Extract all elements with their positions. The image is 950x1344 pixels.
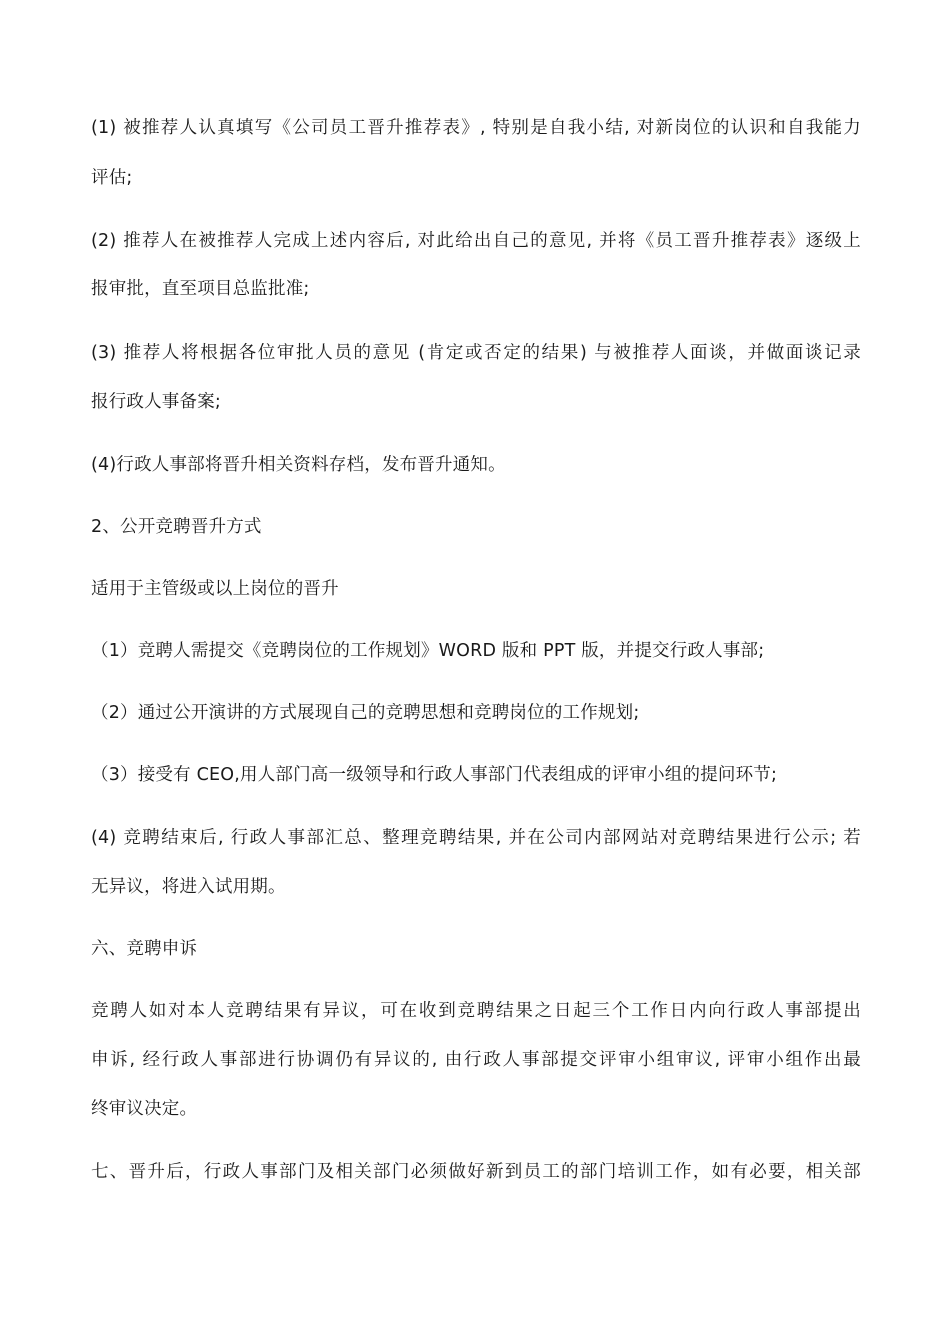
- paragraph-2-line-1: (2) 推荐人在被推荐人完成上述内容后, 对此给出自己的意见, 并将《员工晋升推荐表》逐级上: [91, 231, 861, 251]
- competition-step-3: （3）接受有 CEO,用人部门高一级领导和行政人事部门代表组成的评审小组的提问环节;: [91, 765, 778, 785]
- paragraph-1-line-2: 评估;: [91, 168, 133, 188]
- paragraph-3-line-2: 报行政人事备案;: [91, 392, 221, 412]
- section-heading-appeal: 六、竞聘申诉: [91, 939, 198, 959]
- applicable-scope-text: 适用于主管级或以上岗位的晋升: [91, 579, 339, 599]
- paragraph-3-line-1: (3) 推荐人将根据各位审批人员的意见 (肯定或否定的结果) 与被推荐人面谈，并做面谈记录: [91, 343, 861, 363]
- paragraph-1-line-1: (1) 被推荐人认真填写《公司员工晋升推荐表》, 特别是自我小结, 对新岗位的认识和自我能力: [91, 118, 861, 138]
- competition-step-4-line-1: (4) 竞聘结束后, 行政人事部汇总、整理竞聘结果, 并在公司内部网站对竞聘结果进行公示; 若: [91, 828, 861, 848]
- appeal-line-2: 申诉, 经行政人事部进行协调仍有异议的, 由行政人事部提交评审小组审议, 评审小组作出最: [91, 1050, 861, 1070]
- competition-step-2: （2）通过公开演讲的方式展现自己的竞聘思想和竞聘岗位的工作规划;: [91, 703, 640, 723]
- competition-step-1: （1）竞聘人需提交《竞聘岗位的工作规划》WORD 版和 PPT 版，并提交行政人事部;: [91, 641, 765, 661]
- paragraph-4: (4)行政人事部将晋升相关资料存档，发布晋升通知。: [91, 455, 506, 475]
- appeal-line-3: 终审议决定。: [91, 1099, 198, 1119]
- appeal-line-1: 竞聘人如对本人竞聘结果有异议，可在收到竞聘结果之日起三个工作日内向行政人事部提出: [91, 1001, 861, 1021]
- paragraph-2-line-2: 报审批，直至项目总监批准;: [91, 279, 310, 299]
- competition-step-4-line-2: 无异议，将进入试用期。: [91, 877, 286, 897]
- section-7-line-1: 七、晋升后，行政人事部门及相关部门必须做好新到员工的部门培训工作，如有必要，相关部: [91, 1162, 861, 1182]
- section-heading-open-competition: 2、公开竞聘晋升方式: [91, 517, 262, 537]
